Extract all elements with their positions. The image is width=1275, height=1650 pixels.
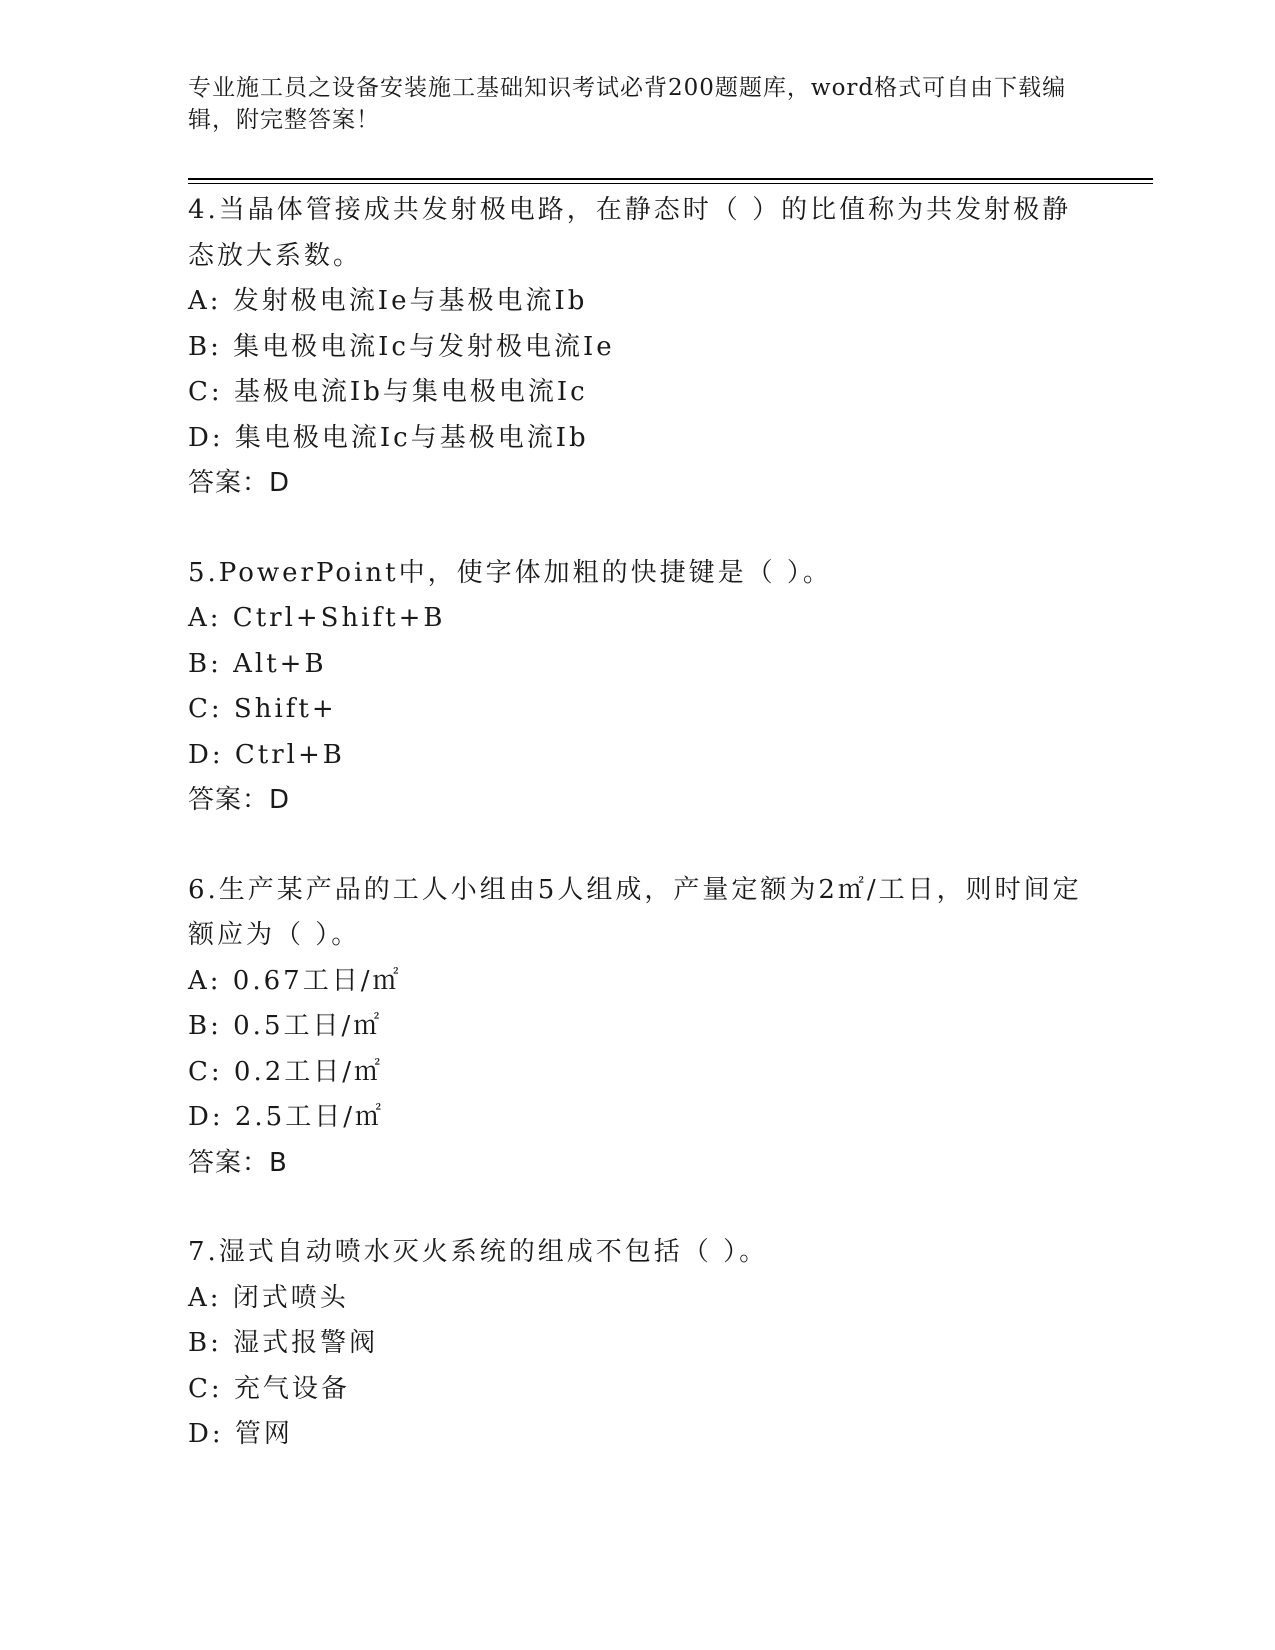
option-c: C: 基极电流Ib与集电极电流Ic [188, 377, 588, 407]
option-a: A: 闭式喷头 [188, 1282, 349, 1313]
question-list [188, 188, 1088, 1502]
question-stem: 7.湿式自动喷水灭火系统的组成不包括（ ）。 [188, 1237, 769, 1267]
question-7 [188, 1230, 1088, 1458]
option-b: B: 0.5工日/㎡ [188, 1011, 383, 1041]
option-a: A: 0.67工日/㎡ [188, 965, 402, 996]
answer: 答案：D [188, 785, 291, 815]
question-6 [188, 868, 1088, 1187]
answer: 答案：B [188, 1147, 288, 1178]
question-4 [188, 188, 1088, 507]
option-d: D: Ctrl+B [188, 739, 345, 770]
question-stem: 4.当晶体管接成共发射极电路，在静态时（ ）的比值称为共发射极静态放大系数。 [188, 195, 1072, 271]
option-b: B: Alt+B [188, 648, 327, 679]
option-c: C: Shift+ [188, 694, 337, 724]
option-c: C: 0.2工日/㎡ [188, 1056, 384, 1087]
option-d: D: 2.5工日/㎡ [188, 1102, 384, 1132]
option-d: D: 集电极电流Ic与基极电流Ib [188, 422, 589, 453]
option-d: D: 管网 [188, 1419, 293, 1449]
option-b: B: 湿式报警阀 [188, 1328, 379, 1358]
answer: 答案：D [188, 468, 291, 498]
question-5 [188, 551, 1088, 824]
header-divider-thick [188, 178, 1153, 180]
question-stem: 6.生产某产品的工人小组由5人组成，产量定额为2㎡/工日，则时间定额应为（ ）。 [188, 874, 1082, 950]
option-a: A: Ctrl+Shift+B [188, 603, 446, 633]
option-b: B: 集电极电流Ic与发射极电流Ie [188, 331, 615, 362]
option-a: A: 发射极电流Ie与基极电流Ib [188, 286, 588, 316]
option-c: C: 充气设备 [188, 1373, 350, 1404]
question-stem: 5.PowerPoint中，使字体加粗的快捷键是（ ）。 [188, 557, 832, 588]
header-divider-thin [188, 183, 1153, 184]
document-header: 专业施工员之设备安装施工基础知识考试必背200题题库，word格式可自由下载编辑，附完整答案！ [188, 75, 1067, 133]
